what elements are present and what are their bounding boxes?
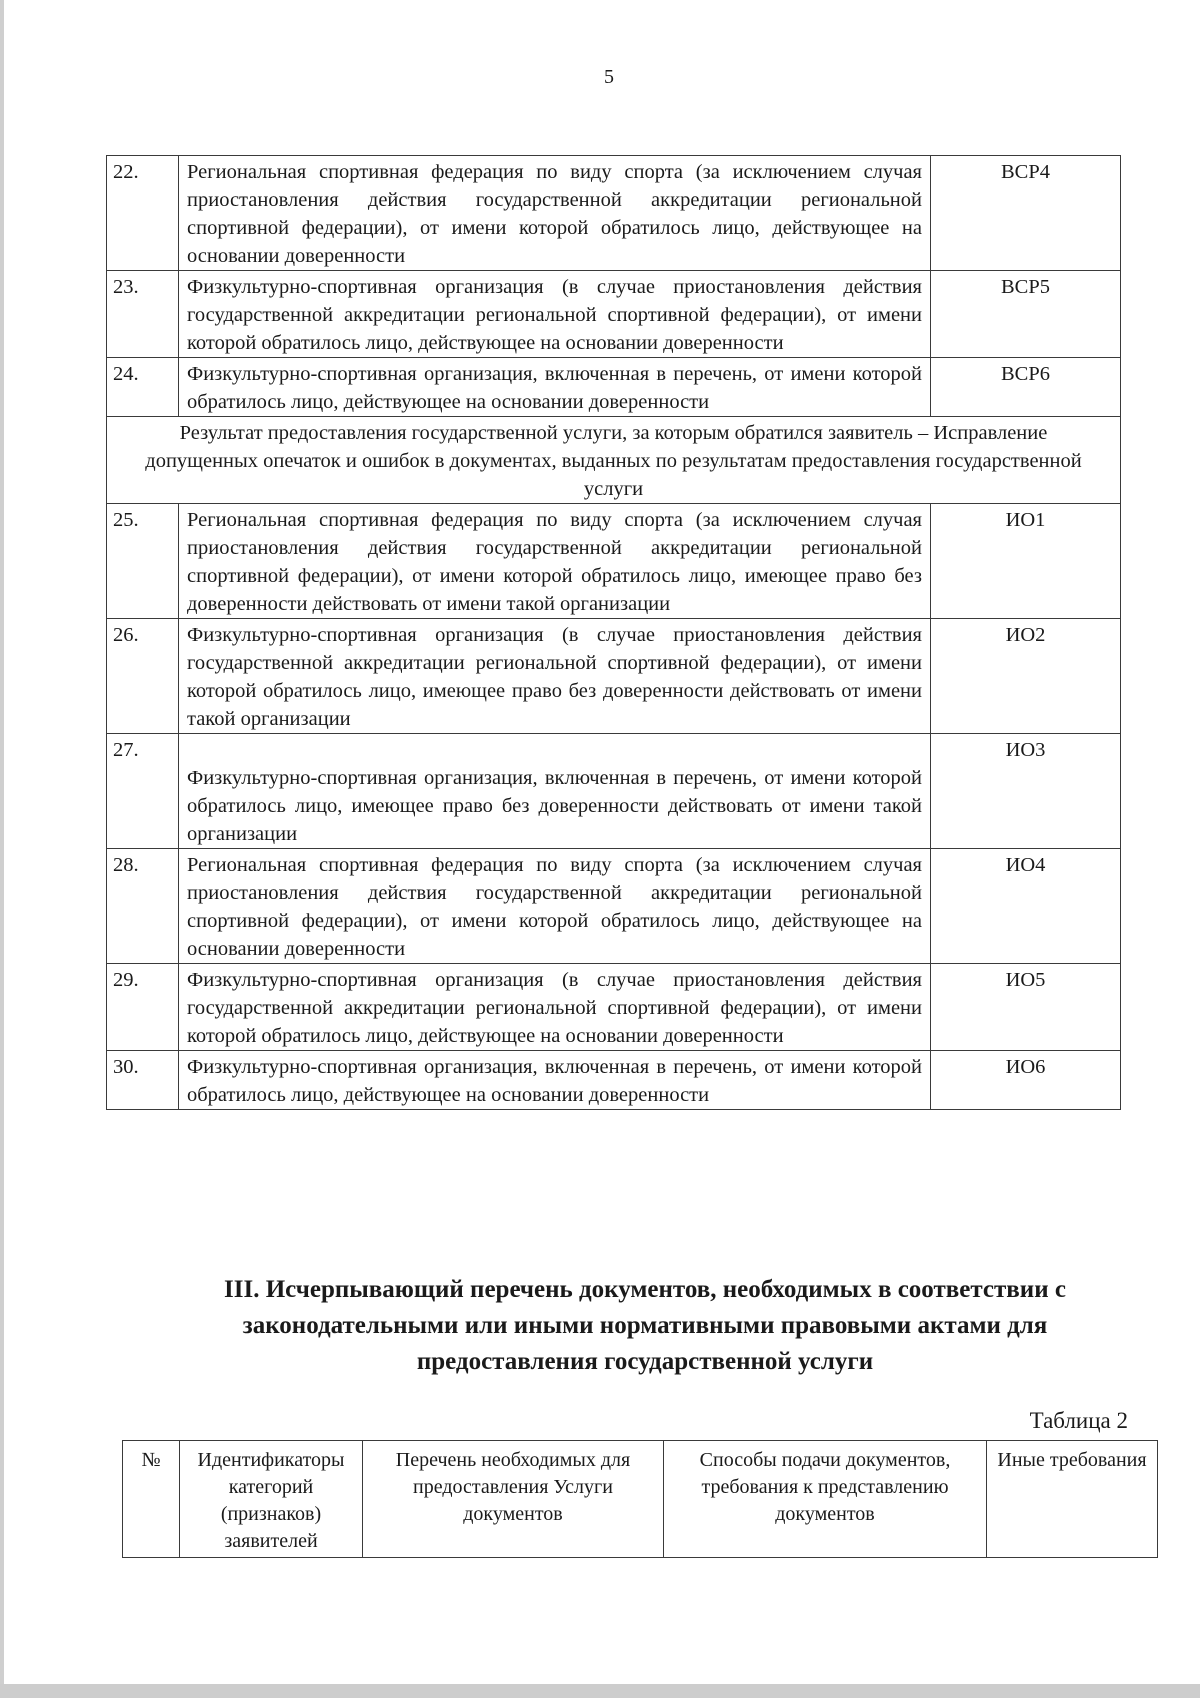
table-row [107,504,1121,619]
row-number: 29. [107,964,179,1051]
section-heading: Результат предоставления государственной услуги, за которым обратился заявитель – Исправление допущенных опечаток и ошибок в документах, выданных по результатам предоставления государственной услуги [107,417,1121,504]
row-code: ВСР6 [931,358,1121,417]
scan-edge [0,0,4,1698]
scan-edge-bottom [0,1684,1200,1698]
row-number: 30. [107,1051,179,1110]
row-number: 27. [107,734,179,849]
table-row [107,619,1121,734]
table-row [107,849,1121,964]
row-description: Региональная спортивная федерация по виду спорта (за исключением случая приостановления действия государственной аккредитации региональной спортивной федерации), от имени которой обратилось лицо, действующее на основании доверенности [179,156,931,271]
row-number: 22. [107,156,179,271]
table-row [107,156,1121,271]
section-title: III. Исчерпывающий перечень документов, необходимых в соответствии с законодательными или иными нормативными правовыми актами для предоставления государственной услуги [224,1276,1066,1375]
row-code: ИО3 [931,734,1121,849]
table-row [107,358,1121,417]
row-code: ИО2 [931,619,1121,734]
row-number: 23. [107,271,179,358]
table-row [107,964,1121,1051]
column-header-identifiers: Идентификаторы категорий (признаков) заявителей [180,1441,363,1558]
table-caption: Таблица 2 [1029,1408,1128,1433]
row-number: 24. [107,358,179,417]
row-description: Физкультурно-спортивная организация (в случае приостановления действия государственной аккредитации региональной спортивной федерации), от имени которой обратилось лицо, имеющее право без доверенности действовать от имени такой организации [179,619,931,734]
documents-table [122,1440,1158,1558]
row-description-cell [179,734,931,849]
section-heading-row [107,417,1121,504]
table-row [107,271,1121,358]
row-number: 26. [107,619,179,734]
row-code: ИО5 [931,964,1121,1051]
row-description: Физкультурно-спортивная организация (в случае приостановления действия государственной аккредитации региональной спортивной федерации), от имени которой обратилось лицо, действующее на основании доверенности [179,964,931,1051]
applicant-categories-table [106,155,1121,1110]
table-row [107,1051,1121,1110]
row-description: Физкультурно-спортивная организация, включенная в перечень, от имени которой обратилось лицо, действующее на основании доверенности [179,358,931,417]
row-number: 28. [107,849,179,964]
table-row [107,734,1121,849]
row-description: Физкультурно-спортивная организация, включенная в перечень, от имени которой обратилось лицо, действующее на основании доверенности [179,1051,931,1110]
row-code: ВСР5 [931,271,1121,358]
page-number: 5 [604,66,614,88]
row-code: ИО6 [931,1051,1121,1110]
row-description: Региональная спортивная федерация по виду спорта (за исключением случая приостановления действия государственной аккредитации региональной спортивной федерации), от имени которой обратилось лицо, действующее на основании доверенности [179,849,931,964]
row-code: ИО1 [931,504,1121,619]
row-description: Физкультурно-спортивная организация (в случае приостановления действия государственной аккредитации региональной спортивной федерации), от имени которой обратилось лицо, действующее на основании доверенности [179,271,931,358]
column-header-other-requirements: Иные требования [987,1441,1158,1558]
column-header-number: № [123,1441,180,1558]
column-header-submission-methods: Способы подачи документов, требования к представлению документов [664,1441,987,1558]
row-description: Физкультурно-спортивная организация, включенная в перечень, от имени которой обратилось лицо, имеющее право без доверенности действовать от имени такой организации [187,767,922,845]
row-number: 25. [107,504,179,619]
table-header-row [123,1441,1158,1558]
row-description: Региональная спортивная федерация по виду спорта (за исключением случая приостановления действия государственной аккредитации региональной спортивной федерации), от имени которой обратилось лицо, имеющее право без доверенности действовать от имени такой организации [179,504,931,619]
row-code: ВСР4 [931,156,1121,271]
column-header-documents: Перечень необходимых для предоставления Услуги документов [363,1441,664,1558]
row-code: ИО4 [931,849,1121,964]
